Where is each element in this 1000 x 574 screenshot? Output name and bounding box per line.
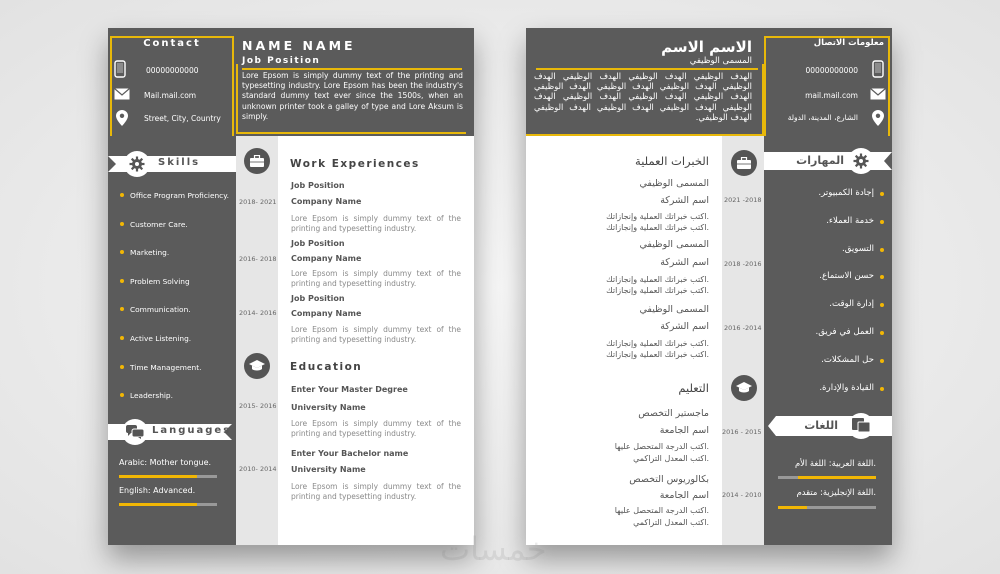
resume-arabic [526, 28, 892, 545]
languages-title: Languages [152, 425, 232, 436]
job-years: 2021 -2018 [724, 196, 762, 204]
skill-item: Customer Care. [120, 220, 236, 249]
skill-item: Time Management. [120, 363, 236, 392]
job-years: 2016- 2018 [239, 255, 277, 263]
work-title: الخبرات العملية [635, 154, 709, 168]
edu-desc: اكتب الدرجة المتحصل عليها. [614, 442, 709, 451]
graduation-cap-icon [736, 382, 752, 394]
skill-item: Office Program Proficiency. [120, 191, 236, 220]
about-text: الهدف الوظيفي الهدف الوظيفي الهدف الوظيفي الهدف الوظيفي الهدف الوظيفي الهدف الوظيفي الهدف الوظيفي الهدف الوظيفي الهدف الوظيفي الهدف الوظيفي الهدف الوظيفي الهدف الوظيفي الهدف الوظيفي الهدف الوظيفي الهدف الوظيفي. [534, 71, 752, 122]
skill-item: Marketing. [120, 248, 236, 277]
skills-list [768, 188, 884, 410]
position-title: المسمى الوظيفي [689, 56, 752, 66]
skill-item: Leadership. [120, 391, 236, 420]
job-desc: اكتب خبراتك العملية وإنجازاتك. [606, 350, 709, 359]
language-bar [119, 503, 217, 506]
language-bar [119, 475, 217, 478]
briefcase-icon-circle [731, 150, 757, 176]
edu-desc: Lore Epsom is simply dummy text of the printing and typesetting industry. [291, 419, 461, 438]
phone-icon [872, 60, 884, 78]
company-name: اسم الشركة [660, 257, 709, 268]
company-name: اسم الشركة [660, 195, 709, 206]
watermark-logo: خمسات [440, 530, 547, 568]
company-name: اسم الشركة [660, 321, 709, 332]
job-desc: اكتب خبراتك العملية وإنجازاتك. [606, 212, 709, 221]
job-desc: اكتب خبراتك العملية وإنجازاتك. [606, 275, 709, 284]
skill-item: إجادة الكمبيوتر. [768, 188, 884, 216]
degree-title: ماجستير التخصص [638, 408, 709, 419]
job-years: 2016 -2014 [724, 324, 762, 332]
address-text: الشارع، المدينة، الدولة [787, 113, 858, 122]
address-text: Street, City, Country [144, 114, 221, 123]
languages-title: اللغات [804, 419, 838, 432]
chat-icon-circle [122, 419, 148, 445]
skill-item: القيادة والإدارة. [768, 383, 884, 411]
name-title: الاسم الاسم [661, 38, 752, 56]
briefcase-icon [737, 157, 751, 169]
phone-icon [114, 60, 126, 78]
company-name: Company Name [291, 197, 362, 206]
job-title: المسمى الوظيفي [639, 304, 709, 315]
language-label: Arabic: Mother tongue. [119, 458, 212, 467]
resume-english [108, 28, 474, 545]
phone-text: 00000000000 [146, 66, 199, 75]
university-name: اسم الجامعة [659, 490, 709, 501]
about-text: Lore Epsom is simply dummy text of the printing and typesetting industry. Lore Epsom has been the industry's standard dummy text ever since the 1500s, when an unknown printer took a galley of type and Lore Aksum is simply. [242, 71, 463, 121]
gear-icon [129, 156, 145, 172]
chat-icon [852, 418, 870, 434]
skill-item: حل المشكلات. [768, 355, 884, 383]
skill-item: التسويق. [768, 244, 884, 272]
briefcase-icon-circle [244, 148, 270, 174]
name-title: NAME NAME [242, 38, 356, 53]
job-desc: اكتب خبراتك العملية وإنجازاتك. [606, 286, 709, 295]
email-text: mail.mail.com [805, 91, 858, 100]
name-underline [536, 68, 758, 70]
language-label: English: Advanced. [119, 486, 196, 495]
company-name: Company Name [291, 254, 362, 263]
edu-years: 2010- 2014 [239, 465, 277, 473]
chat-icon-circle [848, 413, 874, 439]
skills-list [120, 191, 236, 420]
phone-text: 00000000000 [805, 66, 858, 75]
skills-title: المهارات [796, 154, 844, 167]
graduation-cap-icon-circle [731, 375, 757, 401]
job-title: المسمى الوظيفي [639, 239, 709, 250]
skill-item: حسن الاستماع. [768, 271, 884, 299]
language-bar [778, 506, 876, 509]
skill-item: العمل في فريق. [768, 327, 884, 355]
university-name: University Name [291, 465, 366, 474]
skill-item: Active Listening. [120, 334, 236, 363]
location-icon [872, 110, 884, 126]
gear-icon [853, 153, 869, 169]
gear-icon-circle [848, 148, 874, 174]
education-title: Education [290, 361, 363, 373]
job-title: Job Position [291, 181, 345, 190]
chat-icon [126, 425, 144, 439]
location-icon [116, 110, 128, 126]
graduation-cap-icon [249, 360, 265, 372]
degree-title: Enter Your Master Degree [291, 385, 408, 394]
edu-desc: اكتب المعدل التراكمي. [633, 518, 709, 527]
contact-title: Contact [143, 38, 201, 49]
job-title: Job Position [291, 294, 345, 303]
job-desc: Lore Epsom is simply dummy text of the printing and typesetting industry. [291, 214, 461, 233]
language-label: اللغة العربية: اللغة الأم. [794, 458, 876, 468]
degree-title: بكالوريوس التخصص [629, 474, 709, 485]
job-years: 2018 -2016 [724, 260, 762, 268]
work-title: Work Experiences [290, 158, 420, 170]
job-years: 2018- 2021 [239, 198, 277, 206]
university-name: University Name [291, 403, 366, 412]
edu-desc: اكتب المعدل التراكمي. [633, 454, 709, 463]
edu-desc: Lore Epsom is simply dummy text of the printing and typesetting industry. [291, 482, 461, 501]
job-desc: Lore Epsom is simply dummy text of the printing and typesetting industry. [291, 269, 461, 288]
mail-icon [114, 88, 130, 100]
email-text: Mail.mail.com [144, 91, 197, 100]
job-desc: Lore Epsom is simply dummy text of the printing and typesetting industry. [291, 325, 461, 344]
university-name: اسم الجامعة [659, 425, 709, 436]
graduation-cap-icon-circle [244, 353, 270, 379]
edu-years: 2016 - 2015 [722, 428, 762, 436]
briefcase-icon [250, 155, 264, 167]
edu-desc: اكتب الدرجة المتحصل عليها. [614, 506, 709, 515]
job-years: 2014- 2016 [239, 309, 277, 317]
gear-icon-circle [124, 151, 150, 177]
language-bar [778, 476, 876, 479]
about-box [236, 64, 466, 134]
job-desc: اكتب خبراتك العملية وإنجازاتك. [606, 223, 709, 232]
skill-item: إدارة الوقت. [768, 299, 884, 327]
skill-item: Problem Solving [120, 277, 236, 306]
position-title: Job Position [242, 56, 321, 66]
language-label: اللغة الإنجليزية: متقدم. [796, 487, 876, 497]
edu-years: 2015- 2016 [239, 402, 277, 410]
edu-years: 2014 - 2010 [722, 491, 762, 499]
job-desc: اكتب خبراتك العملية وإنجازاتك. [606, 339, 709, 348]
job-title: Job Position [291, 239, 345, 248]
skills-title: Skills [158, 157, 201, 168]
skill-item: Communication. [120, 305, 236, 334]
mail-icon [870, 88, 886, 100]
company-name: Company Name [291, 309, 362, 318]
education-title: التعليم [678, 381, 709, 395]
skill-item: خدمة العملاء. [768, 216, 884, 244]
degree-title: Enter Your Bachelor name [291, 449, 409, 458]
job-title: المسمى الوظيفي [639, 178, 709, 189]
contact-title: معلومات الاتصال [813, 38, 884, 48]
